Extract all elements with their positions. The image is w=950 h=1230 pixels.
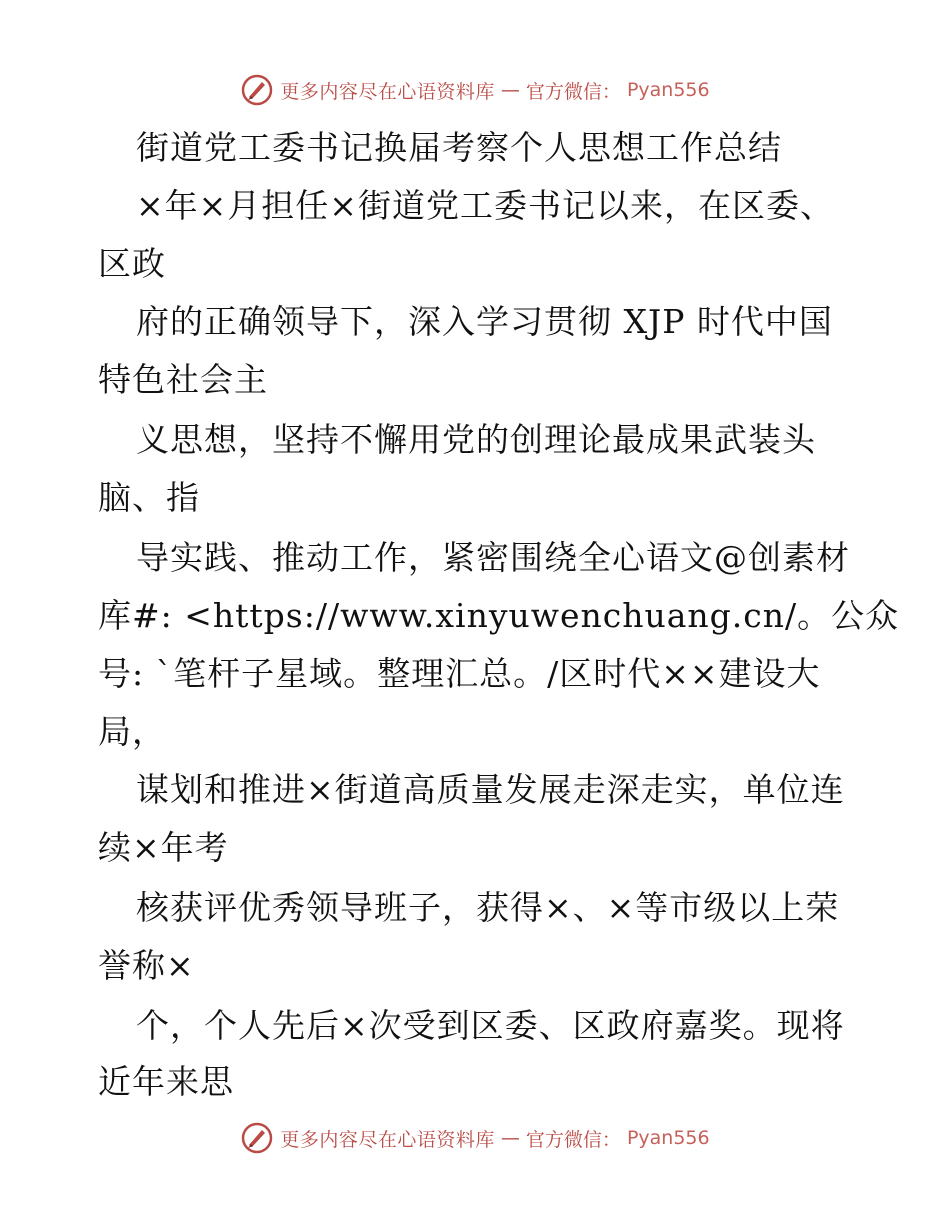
text-line: 号: `笔杆子星域。整理汇总。/区时代××建设大 [98, 654, 821, 693]
text-line: 义思想，坚持不懈用党的创理论最成果武装头 [136, 420, 816, 459]
watermark-dash: — [500, 79, 520, 101]
watermark-text: 更多内容尽在心语资料库 [280, 1128, 495, 1151]
pen-seal-icon [240, 1121, 274, 1155]
text-line: 誉称× [98, 946, 195, 985]
text-line: 近年来思 [98, 1062, 234, 1101]
text-line: 库#: <https://www.xinyuwenchuang.cn/。公众 [98, 596, 900, 635]
watermark-label: 官方微信： [525, 80, 621, 103]
text-line: 续×年考 [98, 828, 229, 867]
text-line: 特色社会主 [98, 360, 268, 399]
watermark-dash: — [500, 1127, 520, 1149]
text-line: 核获评优秀领导班子，获得×、×等市级以上荣 [136, 888, 840, 927]
text-line: 导实践、推动工作，紧密围绕全心语文@创素材 [136, 538, 850, 577]
watermark-id: Pyan556 [626, 1127, 710, 1149]
document-title: 街道党工委书记换届考察个人思想工作总结 [136, 128, 782, 167]
text-line: 区政 [98, 244, 166, 283]
text-line: 局， [98, 712, 166, 751]
watermark-id: Pyan556 [626, 79, 710, 101]
text-line: 个，个人先后×次受到区委、区政府嘉奖。现将 [136, 1006, 845, 1045]
watermark-footer [0, 1118, 950, 1158]
text-line: ×年×月担任×街道党工委书记以来，在区委、 [136, 186, 834, 225]
watermark-text: 更多内容尽在心语资料库 [280, 80, 495, 103]
text-line: 府的正确领导下，深入学习贯彻 XJP 时代中国 [136, 302, 833, 341]
watermark-label: 官方微信： [525, 1128, 621, 1151]
text-line: 谋划和推进×街道高质量发展走深走实，单位连 [136, 770, 845, 809]
text-line: 脑、指 [98, 478, 200, 517]
